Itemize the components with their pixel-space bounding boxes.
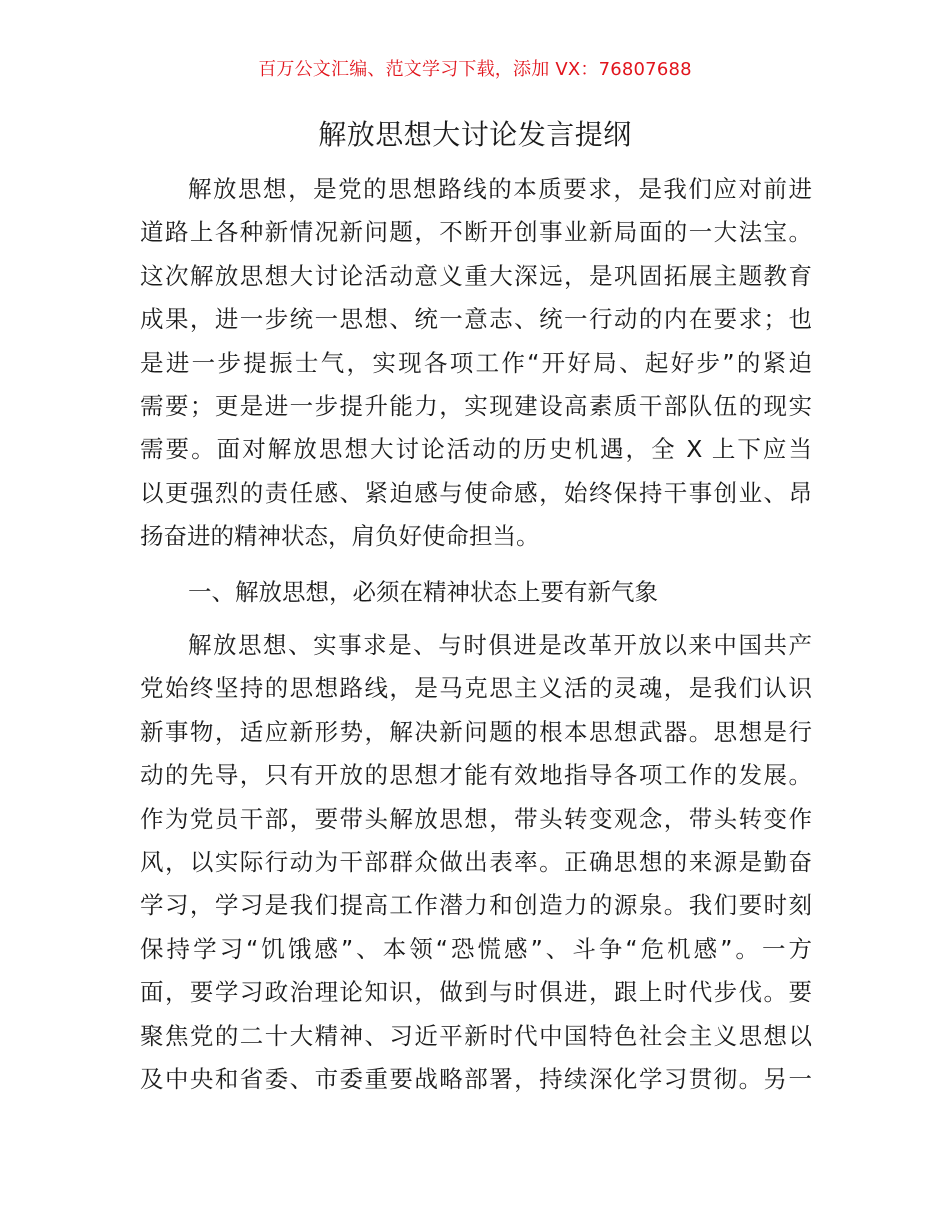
paragraph-line: 学习，学习是我们提高工作潜力和创造力的源泉。我们要时刻 bbox=[140, 891, 812, 920]
paragraph-line: 扬奋进的精神状态，肩负好使命担当。 bbox=[140, 522, 540, 551]
paragraph-line: 需要；更是进一步提升能力，实现建设高素质干部队伍的现实 bbox=[140, 391, 812, 420]
paragraph-line: 聚焦党的二十大精神、习近平新时代中国特色社会主义思想以 bbox=[140, 1021, 812, 1050]
section-paragraph bbox=[140, 624, 812, 1101]
paragraph-line: 保持学习“饥饿感”、本领“恐慌感”、斗争“危机感”。一方 bbox=[140, 934, 812, 963]
paragraph-line: 是进一步提振士气，实现各项工作“开好局、起好步”的紧迫 bbox=[140, 348, 812, 377]
paragraph-line: 动的先导，只有开放的思想才能有效地指导各项工作的发展。 bbox=[140, 761, 812, 790]
paragraph-line: 及中央和省委、市委重要战略部署，持续深化学习贯彻。另一 bbox=[140, 1064, 812, 1093]
paragraph-line: 需要。面对解放思想大讨论活动的历史机遇，全 X 上下应当 bbox=[140, 435, 812, 464]
paragraph-line: 道路上各种新情况新问题，不断开创事业新局面的一大法宝。 bbox=[140, 218, 812, 247]
paragraph-line: 以更强烈的责任感、紧迫感与使命感，始终保持干事创业、昂 bbox=[140, 478, 812, 507]
paragraph-line: 新事物，适应新形势，解决新问题的根本思想武器。思想是行 bbox=[140, 717, 812, 746]
section-heading bbox=[140, 571, 812, 614]
paragraph-line: 面，要学习政治理论知识，做到与时俱进，跟上时代步伐。要 bbox=[140, 978, 812, 1007]
paragraph-line: 解放思想、实事求是、与时俱进是改革开放以来中国共产 bbox=[188, 631, 812, 659]
section-heading-text: 一、解放思想，必须在精神状态上要有新气象 bbox=[188, 578, 658, 606]
paragraph-line: 这次解放思想大讨论活动意义重大深远，是巩固拓展主题教育 bbox=[140, 261, 812, 290]
intro-paragraph bbox=[140, 168, 812, 559]
paragraph-line: 风，以实际行动为干部群众做出表率。正确思想的来源是勤奋 bbox=[140, 847, 812, 876]
paragraph-line: 成果，进一步统一思想、统一意志、统一行动的内在要求；也 bbox=[140, 305, 812, 334]
watermark-banner: 百万公文汇编、范文学习下载，添加 VX：76807688 bbox=[258, 59, 692, 80]
paragraph-line: 党始终坚持的思想路线，是马克思主义活的灵魂，是我们认识 bbox=[140, 674, 812, 703]
document-title: 解放思想大讨论发言提纲 bbox=[318, 118, 632, 151]
paragraph-line: 解放思想，是党的思想路线的本质要求，是我们应对前进 bbox=[188, 175, 812, 203]
paragraph-line: 作为党员干部，要带头解放思想，带头转变观念，带头转变作 bbox=[140, 804, 812, 833]
